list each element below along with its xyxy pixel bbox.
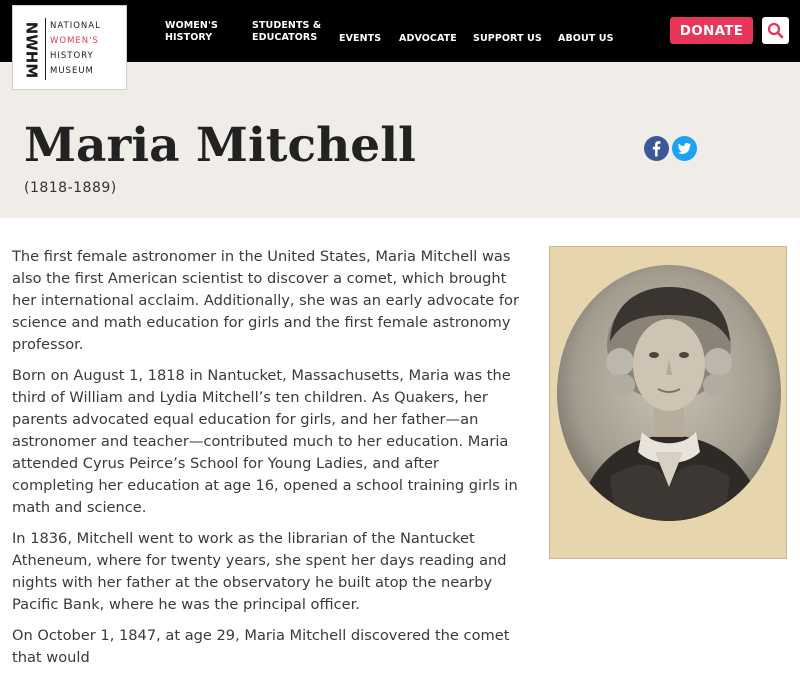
nav-item-support-us[interactable]: SUPPORT US [473,33,542,44]
article-paragraph: On October 1, 1847, at age 29, Maria Mitchell discovered the comet that would [12,627,510,666]
logo-line: NATIONAL [50,21,101,31]
site-logo[interactable] [12,5,127,90]
logo-wordmark [50,19,101,79]
logo-line: HISTORY [50,51,94,61]
donate-button[interactable]: DONATE [670,17,753,44]
nav-item-events[interactable]: EVENTS [339,33,382,44]
nav-item-students-educators[interactable]: STUDENTS & EDUCATORS [252,20,322,43]
page-title: Maria Mitchell [24,118,416,173]
logo-line: MUSEUM [50,66,94,76]
nav-item-about-us[interactable]: ABOUT US [558,33,614,44]
article-paragraph: The first female astronomer in the United States, Maria Mitchell was also the first American scientist to discover a comet, which brought her international acclaim. Additionally, she was an early advocate for science and math education for girls and the first female astronomy professor. [12,248,519,353]
logo-monogram: NWHM [22,21,40,79]
life-dates: (1818-1889) [24,180,117,196]
facebook-share-button[interactable] [644,136,669,161]
portrait-photo [549,246,787,559]
logo-divider [45,18,46,80]
article-paragraph: In 1836, Mitchell went to work as the librarian of the Nantucket Atheneum, where for twenty years, she spent her days reading and nights with her father at the observatory he built atop the nearby Pacific Bank, where he was the principal officer. [12,530,507,613]
twitter-icon [672,136,697,161]
twitter-share-button[interactable] [672,136,697,161]
article-paragraph: Born on August 1, 1818 in Nantucket, Massachusetts, Maria was the third of William and Lydia Mitchell’s ten children. As Quakers, her parents advocated equal education for girls, and her father—an astronomer and teacher—contributed much to her education. Maria attended Cyrus Peirce’s School for Young Ladies, and after completing her education at age 16, opened a school training girls in math and science. [12,367,518,516]
search-icon [762,17,789,44]
article-body [12,246,522,678]
portrait-image [550,247,788,560]
logo-line: WOMEN'S [50,36,99,46]
nav-item-advocate[interactable]: ADVOCATE [399,33,457,44]
facebook-icon [644,136,669,161]
search-button[interactable] [762,17,789,44]
nav-item-womens-history[interactable]: WOMEN'S HISTORY [165,20,218,43]
